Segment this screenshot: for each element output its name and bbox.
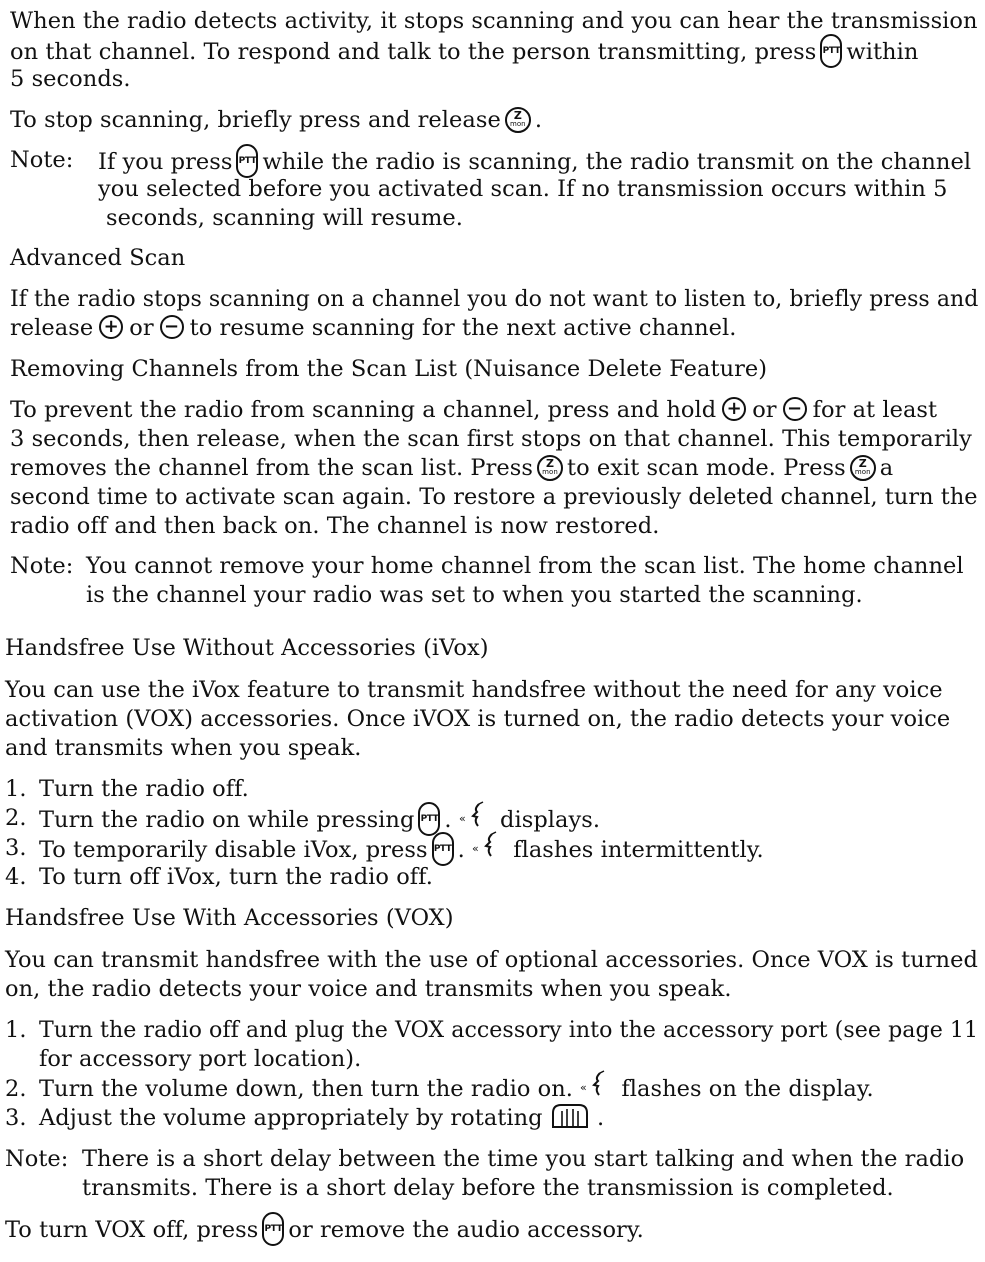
plus-button-icon: + — [722, 397, 746, 421]
text-line: To prevent the radio from scanning a channel, press and hold + or − for at least — [10, 397, 938, 423]
section-heading: Advanced Scan — [10, 245, 186, 271]
list-item: for accessory port location). — [39, 1046, 362, 1072]
list-number: 2. — [5, 1076, 27, 1102]
text-line: radio off and then back on. The channel is now restored. — [10, 513, 660, 539]
section-heading: Handsfree Use Without Accessories (iVox) — [5, 635, 489, 661]
list-item: Turn the radio off and plug the VOX accessory into the accessory port (see page 11 — [39, 1017, 979, 1043]
ptt-icon: PTT — [418, 802, 440, 836]
ptt-icon: PTT — [236, 144, 258, 178]
list-number: 1. — [5, 776, 27, 802]
list-number: 4. — [5, 864, 27, 890]
text-line: you selected before you activated scan. If no transmission occurs within 5 — [98, 176, 948, 202]
text-line: 3 seconds, then release, when the scan first stops on that channel. This temporarily — [10, 426, 972, 452]
list-number: 3. — [5, 1105, 27, 1131]
list-item: Turn the radio on while pressing PTT . « displays. — [39, 804, 600, 838]
list-item: Adjust the volume appropriately by rotating . — [39, 1105, 605, 1131]
monitor-button-icon: Z mon — [537, 455, 563, 481]
ptt-icon: PTT — [432, 832, 454, 866]
text-line: on that channel. To respond and talk to the person transmitting, press PTT within — [10, 36, 918, 70]
minus-button-icon: − — [160, 315, 184, 339]
text-line: and transmits when you speak. — [5, 735, 362, 761]
text-line: on, the radio detects your voice and transmits when you speak. — [5, 976, 732, 1002]
text-line: To turn VOX off, press PTT or remove the audio accessory. — [5, 1214, 644, 1248]
text-line: You can use the iVox feature to transmit handsfree without the need for any voice — [5, 677, 943, 703]
svg-text:«: « — [458, 812, 466, 825]
svg-text:«: « — [472, 842, 479, 855]
text-line: is the channel your radio was set to when you started the scanning. — [86, 582, 863, 608]
ptt-icon: PTT — [262, 1212, 284, 1246]
monitor-button-icon: Z mon — [850, 455, 876, 481]
list-item: To temporarily disable iVox, press PTT . « flashes intermittently. — [39, 834, 764, 868]
text-line: To stop scanning, briefly press and release Z mon . — [10, 107, 543, 133]
text-line: When the radio detects activity, it stops scanning and you can hear the transmission — [10, 8, 978, 34]
vox-icon — [459, 800, 493, 830]
list-number: 2. — [5, 805, 27, 831]
list-item: To turn off iVox, turn the radio off. — [39, 864, 433, 890]
vox-icon — [580, 1069, 614, 1099]
minus-button-icon: − — [783, 397, 807, 421]
text-line: second time to activate scan again. To restore a previously deleted channel, turn the — [10, 484, 978, 510]
text-line: You can transmit handsfree with the use of optional accessories. Once VOX is turned — [5, 947, 978, 973]
list-number: 1. — [5, 1017, 27, 1043]
text-line: If you press PTT while the radio is scanning, the radio transmit on the channel — [98, 146, 971, 180]
section-heading: Removing Channels from the Scan List (Nuisance Delete Feature) — [10, 356, 768, 382]
text-line: activation (VOX) accessories. Once iVOX is turned on, the radio detects your voice — [5, 706, 951, 732]
text-line: transmits. There is a short delay before the transmission is completed. — [82, 1175, 894, 1201]
text-line: removes the channel from the scan list. Press Z mon to exit scan mode. Press Z mon a — [10, 455, 894, 481]
svg-text:«: « — [580, 1081, 587, 1094]
text-line: If the radio stops scanning on a channel you do not want to listen to, briefly press and — [10, 286, 979, 312]
list-item: Turn the radio off. — [39, 776, 249, 802]
note-label: Note: — [10, 147, 74, 173]
text-line: seconds, scanning will resume. — [106, 205, 463, 231]
text-line: You cannot remove your home channel from the scan list. The home channel — [86, 553, 964, 579]
plus-button-icon: + — [99, 315, 123, 339]
monitor-button-icon: Z mon — [505, 107, 531, 133]
note-label: Note: — [5, 1146, 69, 1172]
text-line: There is a short delay between the time you start talking and when the radio — [82, 1146, 965, 1172]
text-line: release + or − to resume scanning for the next active channel. — [10, 315, 737, 341]
vox-icon — [472, 830, 506, 860]
text-line: 5 seconds. — [10, 66, 131, 92]
note-label: Note: — [10, 553, 74, 579]
volume-knob-icon — [550, 1103, 590, 1129]
section-heading: Handsfree Use With Accessories (VOX) — [5, 905, 454, 931]
ptt-icon: PTT — [820, 34, 842, 68]
list-item: Turn the volume down, then turn the radio on. « flashes on the display. — [39, 1075, 874, 1105]
list-number: 3. — [5, 835, 27, 861]
